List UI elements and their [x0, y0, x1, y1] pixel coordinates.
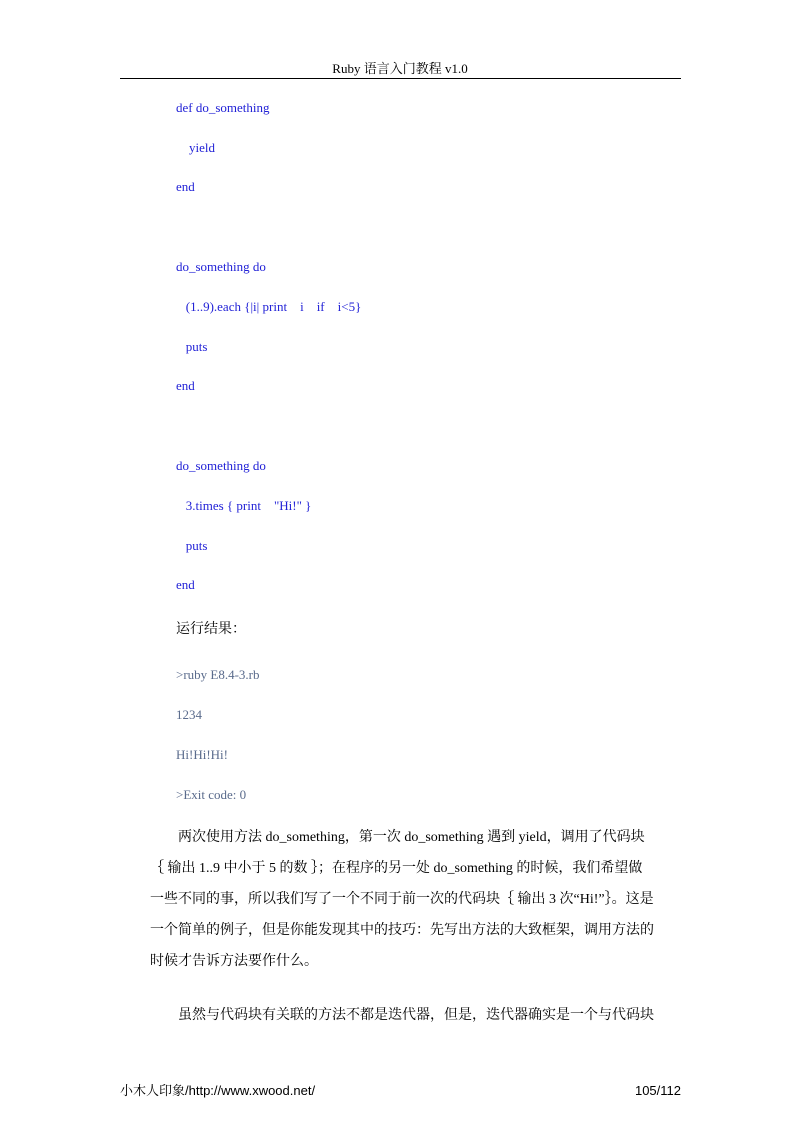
iterator-paragraph — [150, 1000, 656, 1031]
paragraph-line: 虽然与代码块有关联的方法不都是迭代器，但是，迭代器确实是一个与代码块 — [178, 1008, 654, 1023]
paragraph-line: 两次使用方法 do_something，第一次 do_something 遇到 yield，调用了代码块 — [178, 830, 645, 845]
result-label: 运行结果： — [176, 622, 246, 637]
footer-site: 小木人印象/http://www.xwood.net/ — [120, 1083, 316, 1098]
page-number: 105/112 — [634, 1083, 681, 1098]
explanation-paragraph — [150, 822, 656, 977]
output-line: >Exit code: 0 — [176, 787, 247, 802]
code-line: do_something do — [176, 458, 266, 473]
header-title: Ruby 语言入门教程 v1.0 — [332, 61, 468, 76]
code-line: end — [176, 179, 195, 194]
output-line: >ruby E8.4-3.rb — [176, 667, 260, 682]
paragraph-line: 时候才告诉方法要作什么。 — [150, 954, 318, 969]
output-line: 1234 — [176, 707, 202, 722]
paragraph-line: 一个简单的例子，但是你能发现其中的技巧：先写出方法的大致框架，调用方法的 — [150, 923, 654, 938]
paragraph-line: ｛ 输出 1..9 中小于 5 的数 ｝；在程序的另一处 do_something 的时候，我们希望做 — [150, 861, 643, 876]
code-line: def do_something — [176, 100, 270, 115]
code-line: do_something do — [176, 259, 266, 274]
code-line: 3.times { print "Hi!" } — [176, 498, 312, 513]
code-line: puts — [176, 339, 208, 354]
code-line: (1..9).each {|i| print i if i<5} — [176, 299, 362, 314]
output-line: Hi!Hi!Hi! — [176, 747, 228, 762]
header-rule — [120, 78, 681, 79]
code-line: puts — [176, 538, 208, 553]
code-line: end — [176, 378, 195, 393]
code-line: yield — [176, 140, 215, 155]
paragraph-line: 一些不同的事，所以我们写了一个不同于前一次的代码块｛ 输出 3 次“Hi!”｝。这是 — [150, 892, 654, 907]
code-line: end — [176, 577, 195, 592]
